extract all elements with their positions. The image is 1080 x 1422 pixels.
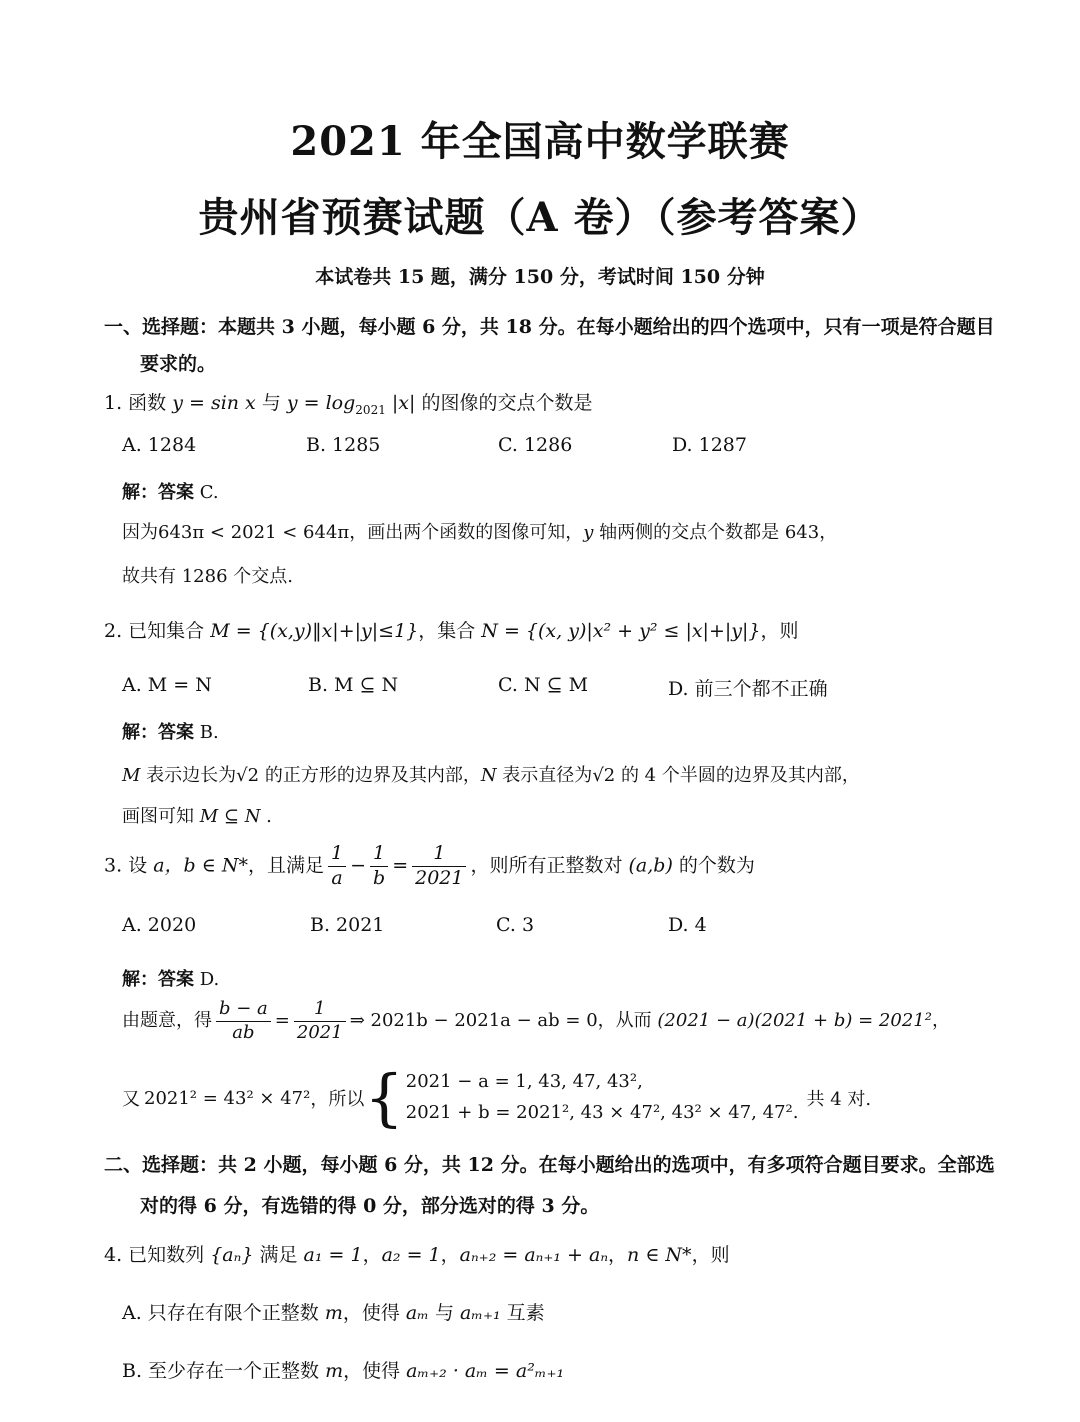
q4-stem xyxy=(104,1240,730,1267)
q3-frac-1-den: a xyxy=(331,866,343,889)
q3-answer xyxy=(122,965,219,991)
q4-cond-3: aₙ₊₂ = aₙ₊₁ + aₙ xyxy=(459,1244,609,1266)
q3-option-b: B. 2021 xyxy=(310,914,385,936)
section1-heading: 一、选择题：本题共 3 小题，每小题 6 分，共 18 分。在每小题给出的四个选项中，只有一项是符合题目 xyxy=(104,316,995,338)
q2-sol-n: N xyxy=(480,765,497,786)
q1-number: 1. xyxy=(104,392,129,414)
q3-number: 3. xyxy=(104,854,129,877)
q2-text-1: 已知集合 xyxy=(128,620,211,642)
title-line-2: 贵州省预赛试题（A 卷）（参考答案） xyxy=(198,194,882,241)
q2-option-a: A. M = N xyxy=(122,674,212,696)
q3-equals: = xyxy=(392,854,409,877)
title-line-1: 2021 年全国高中数学联赛 xyxy=(290,118,790,165)
q4-option-b xyxy=(122,1356,564,1383)
q3-frac-2 xyxy=(370,842,388,891)
q1-eq-log: y = log xyxy=(286,392,356,414)
q1-option-a: A. 1284 xyxy=(122,434,197,456)
q2-stem xyxy=(104,616,799,643)
q1-solution-line-2: 故共有 1286 个交点. xyxy=(122,566,293,587)
section2-heading-cont: 对的得 6 分，有选错的得 0 分，部分选对的得 3 分。 xyxy=(140,1195,600,1217)
q3-sol-equals: = xyxy=(274,1010,290,1031)
q4-opt-b-text-2: ，使得 xyxy=(343,1360,407,1382)
q3-sol-comma: ， xyxy=(931,1010,950,1031)
q2-solution-line-1 xyxy=(122,761,860,787)
q1-answer xyxy=(122,478,219,504)
q4-opt-b-text-1: B. 至少存在一个正整数 xyxy=(122,1360,326,1382)
q3-text-2: ，且满足 xyxy=(247,854,324,877)
q3-sol-text-5: 共 4 对. xyxy=(806,1089,872,1110)
q1-eq-abs-x: |x| xyxy=(385,392,416,414)
q3-sol-frac-2 xyxy=(294,998,346,1044)
q3-sol-frac-1 xyxy=(216,998,271,1044)
q3-sol-text-2: ，从而 xyxy=(597,1010,658,1031)
q2-set-m: M = {(x,y)‖x|+|y|≤1} xyxy=(210,620,419,642)
q3-stem xyxy=(104,842,755,891)
q3-vars: a，b ∈ N* xyxy=(153,854,248,877)
q2-option-d: D. 前三个都不正确 xyxy=(668,678,828,700)
q2-sol-sqrt-2: √2 xyxy=(592,765,616,786)
q1-sol-ineq: 643π < 2021 < 644π xyxy=(158,522,350,543)
q2-sol-sqrt-1: √2 xyxy=(236,765,260,786)
q1-sol-y: y xyxy=(583,522,594,543)
q4-opt-a-am: aₘ xyxy=(405,1302,429,1324)
q3-sol-text-1: 由题意，得 xyxy=(122,1010,212,1031)
q1-eq-log-base: 2021 xyxy=(355,402,386,417)
q3-text-4: 的个数为 xyxy=(672,854,755,877)
q4-cond-4: n ∈ N* xyxy=(627,1244,692,1266)
q2-answer-label: 解：答案 xyxy=(122,722,194,743)
q1-option-b: B. 1285 xyxy=(306,434,381,456)
q4-opt-a-am1: aₘ₊₁ xyxy=(460,1302,501,1324)
q4-opt-b-m: m xyxy=(325,1360,344,1382)
q4-sep-3: ， xyxy=(608,1244,628,1266)
q2-number: 2. xyxy=(104,620,129,642)
q3-sol-frac-1-den: ab xyxy=(232,1021,255,1043)
q2-sol-text-3: 表示直径为 xyxy=(496,765,593,786)
q2-text-3: ，则 xyxy=(760,620,799,642)
q2-option-b: B. M ⊆ N xyxy=(308,674,399,696)
q4-text-2: 满足 xyxy=(253,1244,304,1266)
q2-sol-text-1: 表示边长为 xyxy=(140,765,237,786)
q3-sol-text-4: ，所以 xyxy=(310,1089,365,1110)
q3-frac-2-den: b xyxy=(373,866,386,889)
q2-text-2: ，集合 xyxy=(418,620,482,642)
q2-sol-text-2: 的正方形的边界及其内部， xyxy=(259,765,481,786)
q3-minus: − xyxy=(350,854,367,877)
exam-info: 本试卷共 15 题，满分 150 分，考试时间 150 分钟 xyxy=(315,266,765,288)
q3-option-a: A. 2020 xyxy=(122,914,197,936)
q1-option-d: D. 1287 xyxy=(672,434,747,456)
q3-frac-3 xyxy=(412,842,466,891)
q3-frac-1-num: 1 xyxy=(328,842,346,867)
q3-pair: (a,b) xyxy=(628,854,673,877)
q3-frac-3-num: 1 xyxy=(412,842,466,867)
q1-answer-label: 解：答案 xyxy=(122,482,194,503)
q3-solution-line-1 xyxy=(122,998,950,1044)
q1-sol-text-1: 因为 xyxy=(122,522,158,543)
q4-opt-a-text-4: 互素 xyxy=(500,1302,545,1324)
q1-stem xyxy=(104,388,592,417)
section2-heading: 二、选择题：共 2 小题，每小题 6 分，共 12 分。在每小题给出的选项中，有多项符合题目要求。全部选 xyxy=(104,1154,995,1176)
q3-sol-factor: 2021² = 43² × 47² xyxy=(144,1087,311,1109)
q3-frac-2-num: 1 xyxy=(370,842,388,867)
q4-text-3: ，则 xyxy=(691,1244,730,1266)
q4-opt-a-m: m xyxy=(324,1302,343,1324)
q2-sol-text-5: 画图可知 xyxy=(122,806,200,827)
q1-solution-line-1 xyxy=(122,518,837,544)
q3-text-3: ，则所有正整数对 xyxy=(470,854,629,877)
q4-cond-1: a₁ = 1 xyxy=(303,1244,363,1266)
q1-sol-text-2: ，画出两个函数的图像可知， xyxy=(349,522,584,543)
q1-eq-sin: y = sin x xyxy=(172,392,256,414)
q1-sol-text-3: 轴两侧的交点个数都是 643， xyxy=(593,522,838,543)
q1-answer-value: C. xyxy=(194,482,219,503)
q3-solution-line-2 xyxy=(122,1061,872,1134)
q2-sol-m: M xyxy=(122,765,141,786)
q4-opt-b-eq: aₘ₊₂ · aₘ = a²ₘ₊₁ xyxy=(406,1360,565,1382)
q1-text-2: 与 xyxy=(255,392,287,414)
q3-option-c: C. 3 xyxy=(496,914,535,936)
q3-text-1: 设 xyxy=(128,854,154,877)
section1-heading-cont: 要求的。 xyxy=(140,353,217,375)
q1-text-1: 函数 xyxy=(128,392,173,414)
q3-sol-frac-2-num: 1 xyxy=(294,998,346,1022)
q4-option-a xyxy=(122,1298,545,1325)
q2-option-c: C. N ⊆ M xyxy=(498,674,589,696)
q3-sol-text-3: 又 xyxy=(122,1089,140,1110)
q4-text-1: 已知数列 xyxy=(128,1244,211,1266)
q3-sol-implies: ⇒ 2021b − 2021a − ab = 0 xyxy=(349,1010,598,1031)
q2-sol-period: . xyxy=(260,806,272,827)
q4-cond-2: a₂ = 1 xyxy=(381,1244,441,1266)
q4-sep-2: ， xyxy=(440,1244,460,1266)
q1-option-c: C. 1286 xyxy=(498,434,573,456)
q3-sol-cases xyxy=(406,1067,799,1128)
q3-answer-value: D. xyxy=(194,969,220,990)
q4-seq: {aₙ} xyxy=(210,1244,254,1266)
q4-opt-a-text-1: A. 只存在有限个正整数 xyxy=(122,1302,325,1324)
q4-opt-a-text-2: ，使得 xyxy=(342,1302,406,1324)
q2-sol-subset: M ⊆ N xyxy=(199,806,261,827)
q2-answer xyxy=(122,718,219,744)
left-brace-icon: { xyxy=(364,1061,404,1134)
q3-option-d: D. 4 xyxy=(668,914,707,936)
q1-text-3: 的图像的交点个数是 xyxy=(415,392,593,414)
q3-frac-3-den: 2021 xyxy=(415,866,464,889)
q3-answer-label: 解：答案 xyxy=(122,969,194,990)
q3-sol-case-2: 2021 + b = 2021², 43 × 47², 43² × 47, 47². xyxy=(405,1102,799,1123)
q2-sol-text-4: 的 4 个半圆的边界及其内部， xyxy=(615,765,860,786)
q2-answer-value: B. xyxy=(194,722,219,743)
q3-frac-1 xyxy=(328,842,346,891)
q3-sol-frac-2-den: 2021 xyxy=(296,1021,343,1043)
q2-solution-line-2 xyxy=(122,802,272,828)
q3-sol-frac-1-num: b − a xyxy=(216,998,271,1022)
q3-sol-product: (2021 − a)(2021 + b) = 2021² xyxy=(657,1010,932,1031)
q4-sep-1: ， xyxy=(362,1244,382,1266)
q3-sol-case-1: 2021 − a = 1, 43, 47, 43², xyxy=(405,1071,643,1093)
q2-set-n: N = {(x, y)|x² + y² ≤ |x|+|y|} xyxy=(481,620,761,642)
q4-number: 4. xyxy=(104,1244,129,1266)
q4-opt-a-text-3: 与 xyxy=(428,1302,460,1324)
